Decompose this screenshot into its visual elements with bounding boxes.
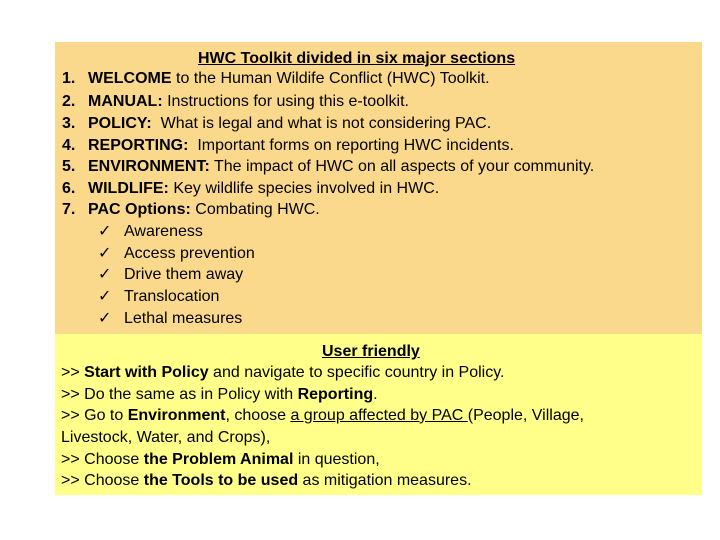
item-keyword: MANUAL:: [88, 93, 163, 110]
item-text: Key wildlife species involved in HWC.: [168, 180, 440, 197]
instruction-line: Livestock, Water, and Crops),: [61, 429, 271, 446]
instruction-line: >> Choose the Problem Animal in question,: [61, 451, 380, 468]
item-number: 3.: [62, 115, 76, 132]
user-friendly-title: User friendly: [322, 343, 420, 360]
item-keyword: REPORTING:: [88, 137, 189, 154]
item-text: Instructions for using this e-toolkit.: [162, 93, 409, 110]
checkmark-icon: ✓: [98, 266, 112, 283]
item-keyword: WELCOME: [88, 70, 172, 87]
item-keyword: POLICY:: [88, 115, 152, 132]
item-text: to the Human Wildife Conflict (HWC) Toolkit.: [171, 70, 490, 87]
sub-item-label: Access prevention: [124, 245, 255, 262]
sub-item-label: Lethal measures: [124, 310, 243, 327]
sections-title: HWC Toolkit divided in six major sections: [198, 50, 516, 67]
checkmark-icon: ✓: [98, 245, 112, 262]
item-text: What is legal and what is not considering PAC.: [151, 115, 492, 132]
item-keyword: WILDLIFE:: [88, 180, 169, 197]
item-number: 4.: [62, 137, 76, 154]
item-number: 5.: [62, 158, 76, 175]
instruction-line: >> Do the same as in Policy with Reporting.: [61, 386, 378, 403]
instruction-line: >> Go to Environment, choose a group affected by PAC (People, Village,: [61, 407, 584, 424]
sub-item-label: Awareness: [124, 223, 203, 240]
checkmark-icon: ✓: [98, 223, 112, 240]
item-number: 7.: [62, 201, 76, 218]
item-text: Important forms on reporting HWC incidents.: [188, 137, 514, 154]
checkmark-icon: ✓: [98, 288, 112, 305]
sub-item-label: Translocation: [124, 288, 220, 305]
sub-item-label: Drive them away: [124, 266, 244, 283]
instruction-line: >> Start with Policy and navigate to specific country in Policy.: [61, 364, 505, 381]
item-number: 6.: [62, 180, 76, 197]
item-text: The impact of HWC on all aspects of your community.: [209, 158, 595, 175]
item-keyword: ENVIRONMENT:: [88, 158, 210, 175]
item-number: 1.: [62, 70, 76, 87]
checkmark-icon: ✓: [98, 310, 112, 327]
item-keyword: PAC Options:: [88, 201, 191, 218]
item-number: 2.: [62, 93, 76, 110]
item-text: Combating HWC.: [190, 201, 320, 218]
instruction-line: >> Choose the Tools to be used as mitigation measures.: [61, 472, 472, 489]
